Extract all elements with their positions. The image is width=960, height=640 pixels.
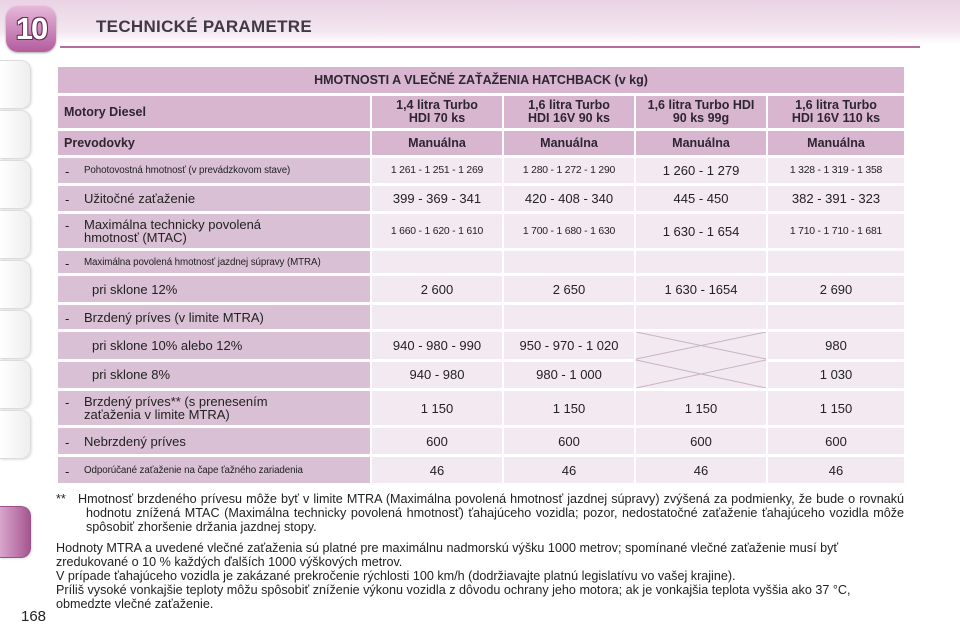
row-label: - Brzdený príves (v limite MTRA) — [58, 305, 370, 329]
table-cell: 600 — [636, 428, 766, 454]
table-cell: 950 - 970 - 1 020 — [504, 332, 634, 359]
table-cell: 46 — [504, 457, 634, 483]
row-label: - Nebrzdený príves — [58, 428, 370, 454]
page-number: 168 — [21, 608, 47, 625]
table-cell — [768, 305, 904, 329]
table-cell: 1 660 - 1 620 - 1 610 — [372, 214, 502, 248]
engine-label: Motory Diesel — [58, 96, 370, 128]
transmission-cell: Manuálna — [372, 131, 502, 155]
table-cell: 980 — [768, 332, 904, 359]
row-label: pri sklone 8% — [58, 362, 370, 389]
table-cell: 1 150 — [504, 391, 634, 425]
notes-paragraph — [56, 541, 904, 612]
table-cell: 600 — [372, 428, 502, 454]
transmission-label: Prevodovky — [58, 131, 370, 155]
table-cell — [636, 305, 766, 329]
table-row — [58, 428, 904, 454]
chapter-tab[interactable] — [0, 60, 31, 109]
chapter-tab[interactable] — [0, 160, 31, 209]
table-cell — [372, 305, 502, 329]
transmission-cell: Manuálna — [768, 131, 904, 155]
transmission-cell: Manuálna — [636, 131, 766, 155]
chapter-number-badge: 10 — [6, 6, 56, 52]
row-label: - Užitočné zaťaženie — [58, 186, 370, 211]
row-label: - Maximálna technicky povolená hmotnosť (MTAC) — [58, 214, 370, 248]
cross-out-mark — [636, 332, 766, 388]
table-cell: 46 — [636, 457, 766, 483]
table-row — [58, 332, 904, 359]
table-cell — [636, 251, 766, 273]
table-row — [58, 214, 904, 248]
table-row — [58, 276, 904, 302]
notes-section — [56, 492, 904, 612]
table-cell: 46 — [768, 457, 904, 483]
table-row — [58, 457, 904, 483]
row-label: - Odporúčané zaťaženie na čape ťažného zariadenia — [58, 457, 370, 483]
table-row — [58, 251, 904, 273]
table-cell: 1 150 — [372, 391, 502, 425]
chapter-tab[interactable] — [0, 310, 31, 359]
footnote-mark: ** — [56, 492, 66, 506]
page-title: TECHNICKÉ PARAMETRE — [96, 17, 313, 36]
chapter-tab-active[interactable] — [0, 506, 31, 558]
chapter-tab[interactable] — [0, 110, 31, 159]
not-applicable-cell — [636, 332, 766, 388]
table-cell: 1 260 - 1 279 — [636, 158, 766, 183]
note-line: Hodnoty MTRA a uvedené vlečné zaťaženia sú platné pre maximálnu nadmorskú výšku 1000 metrov; spomínané vlečné zaťaženie musí byť zredukované o 10 % každých ďalších 1000 výškových metrov. — [56, 540, 839, 569]
engine-header: 1,4 litra Turbo HDI 70 ks — [372, 96, 502, 128]
chapter-tab[interactable] — [0, 260, 31, 309]
table-cell: 2 600 — [372, 276, 502, 302]
table-cell: 2 690 — [768, 276, 904, 302]
table-row — [58, 186, 904, 211]
footnote-text: Hmotnosť brzdeného prívesu môže byť v limite MTRA (Maximálna povolená hmotnosť jazdnej súpravy) zvýšená za podmienky, že bude o rovnakú hodnotu znížená MTAC (Maximálna technicky povolená hmotnosť) ťahajúceho vozidla; pozor, nedostatočné zaťaženie ťahajúceho vozidla môže spôsobiť zhoršenie držania jazdnej stopy. — [78, 492, 904, 535]
table-cell: 1 328 - 1 319 - 1 358 — [768, 158, 904, 183]
table-cell: 600 — [768, 428, 904, 454]
table-cell: 1 150 — [768, 391, 904, 425]
table-row — [58, 305, 904, 329]
table-cell: 382 - 391 - 323 — [768, 186, 904, 211]
table-cell: 445 - 450 — [636, 186, 766, 211]
table-row — [58, 391, 904, 425]
row-label: - Brzdený príves** (s prenesením zaťaženia v limite MTRA) — [58, 391, 370, 425]
engine-header: 1,6 litra Turbo HDI 90 ks 99g — [636, 96, 766, 128]
transmission-row — [58, 131, 904, 155]
table-cell — [768, 251, 904, 273]
table-cell: 1 630 - 1 654 — [636, 214, 766, 248]
chapter-tab[interactable] — [0, 410, 31, 459]
transmission-cell: Manuálna — [504, 131, 634, 155]
table-cell: 940 - 980 - 990 — [372, 332, 502, 359]
table-cell — [372, 251, 502, 273]
table-cell: 980 - 1 000 — [504, 362, 634, 389]
chapter-tab[interactable] — [0, 210, 31, 259]
table-cell: 2 650 — [504, 276, 634, 302]
table-cell: 1 261 - 1 251 - 1 269 — [372, 158, 502, 183]
table-cell: 420 - 408 - 340 — [504, 186, 634, 211]
chapter-side-tabs — [0, 60, 34, 540]
table-caption: HMOTNOSTI A VLEČNÉ ZAŤAŽENIA HATCHBACK (v kg) — [58, 67, 904, 93]
engine-header: 1,6 litra Turbo HDI 16V 90 ks — [504, 96, 634, 128]
row-label: - Maximálna povolená hmotnosť jazdnej súpravy (MTRA) — [58, 251, 370, 273]
note-line: V prípade ťahajúceho vozidla je zakázané prekročenie rýchlosti 100 km/h (dodržiavajte platnú legislatívu vo vašej krajine). — [56, 569, 736, 584]
row-label: pri sklone 12% — [58, 276, 370, 302]
footnote — [56, 492, 904, 535]
table-row — [58, 362, 904, 389]
table-cell: 46 — [372, 457, 502, 483]
table-cell — [504, 251, 634, 273]
table-cell: 1 700 - 1 680 - 1 630 — [504, 214, 634, 248]
table-cell: 1 030 — [768, 362, 904, 389]
weights-table — [56, 64, 906, 486]
table-cell: 1 630 - 1654 — [636, 276, 766, 302]
table-cell: 940 - 980 — [372, 362, 502, 389]
engine-row — [58, 96, 904, 128]
table-cell: 1 280 - 1 272 - 1 290 — [504, 158, 634, 183]
table-cell: 600 — [504, 428, 634, 454]
title-underline — [60, 46, 920, 48]
engine-header: 1,6 litra Turbo HDI 16V 110 ks — [768, 96, 904, 128]
row-label: - Pohotovostná hmotnosť (v prevádzkovom stave) — [58, 158, 370, 183]
table-cell: 1 150 — [636, 391, 766, 425]
table-row — [58, 158, 904, 183]
table-cell: 1 710 - 1 710 - 1 681 — [768, 214, 904, 248]
table-cell — [504, 305, 634, 329]
row-label: pri sklone 10% alebo 12% — [58, 332, 370, 359]
table-cell: 399 - 369 - 341 — [372, 186, 502, 211]
note-line: Príliš vysoké vonkajšie teploty môžu spôsobiť zníženie výkonu vozidla z dôvodu ochrany jeho motora; ak je vonkajšia teplota vyššia ako 37 °C, obmedzte vlečné zaťaženie. — [56, 583, 851, 612]
chapter-tab[interactable] — [0, 360, 31, 409]
